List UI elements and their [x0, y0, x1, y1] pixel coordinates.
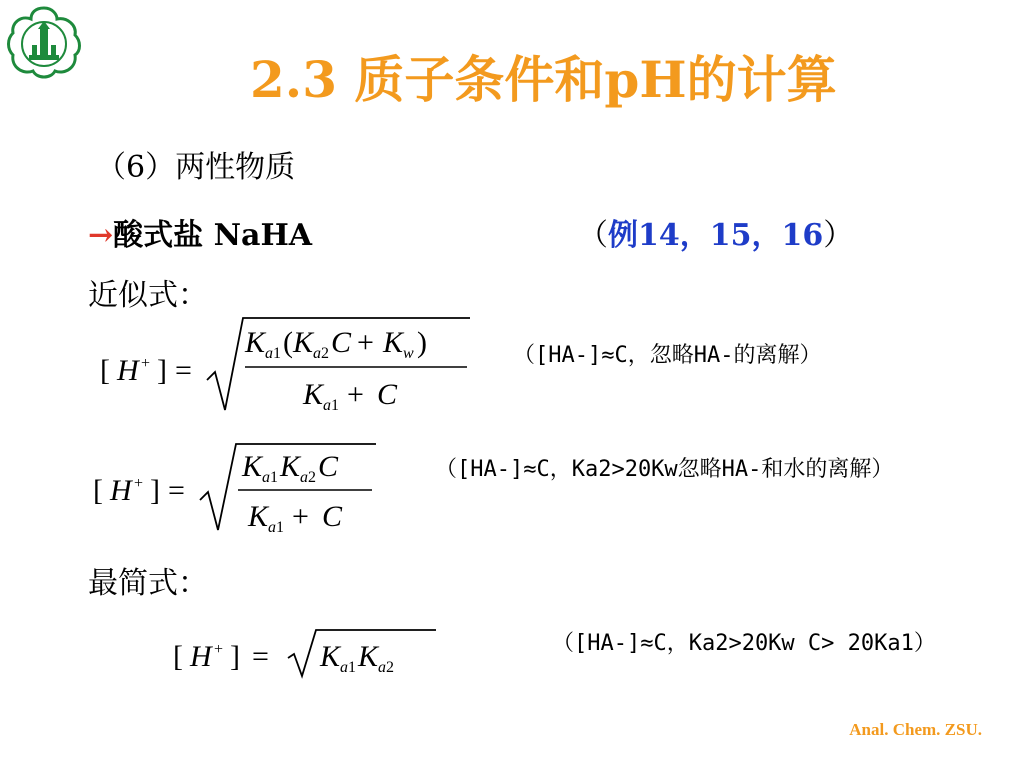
svg-text:2: 2	[321, 345, 329, 362]
svg-text:1: 1	[276, 519, 284, 536]
svg-text:a: a	[340, 659, 348, 676]
arrow-icon: →	[88, 218, 114, 253]
svg-text:): )	[417, 326, 427, 359]
svg-text:C: C	[318, 450, 339, 483]
formula-1	[95, 312, 485, 412]
svg-text:K: K	[280, 450, 301, 483]
note-1: （[HA-]≈C，忽略HA-的离解）	[513, 343, 822, 368]
svg-text:K: K	[358, 640, 379, 673]
svg-text:K: K	[320, 640, 341, 673]
svg-text:K: K	[242, 450, 263, 483]
svg-text:]: ]	[150, 474, 160, 507]
svg-text:[: [	[173, 640, 183, 673]
item-label: 酸式盐 NaHA	[113, 218, 313, 253]
svg-text:+: +	[214, 641, 224, 658]
svg-text:1: 1	[331, 397, 339, 412]
example-open-paren: （	[578, 218, 608, 253]
svg-text:a: a	[265, 345, 273, 362]
approx-label: 近似式：	[88, 278, 208, 313]
svg-text:1: 1	[270, 469, 278, 486]
example-close-paren: ）	[823, 218, 854, 253]
svg-text:2: 2	[386, 659, 394, 676]
svg-text:w: w	[403, 345, 414, 362]
note-2: （[HA-]≈C，Ka2>20Kw忽略HA-和水的离解）	[435, 457, 894, 482]
svg-text:a: a	[313, 345, 321, 362]
svg-text:a: a	[262, 469, 270, 486]
svg-text:=: =	[168, 474, 185, 507]
svg-text:K: K	[303, 378, 324, 411]
svg-text:]: ]	[230, 640, 240, 673]
svg-text:K: K	[245, 326, 266, 359]
svg-text:1: 1	[273, 345, 281, 362]
formula-2	[88, 438, 388, 538]
svg-text:2: 2	[308, 469, 316, 486]
svg-text:a: a	[378, 659, 386, 676]
formula-3	[168, 622, 448, 682]
svg-text:=: =	[252, 640, 269, 673]
svg-text:]: ]	[157, 354, 167, 387]
svg-text:=: =	[175, 354, 192, 387]
svg-text:[: [	[100, 354, 110, 387]
example-reference	[578, 210, 853, 254]
university-logo	[5, 5, 83, 83]
svg-text:1: 1	[348, 659, 356, 676]
svg-text:[: [	[93, 474, 103, 507]
svg-text:H: H	[190, 640, 212, 673]
svg-text:C: C	[322, 500, 343, 533]
item-line	[88, 210, 312, 254]
svg-text:K: K	[383, 326, 404, 359]
svg-text:+: +	[347, 378, 364, 411]
svg-text:K: K	[293, 326, 314, 359]
svg-text:a: a	[268, 519, 276, 536]
section-heading: （6）两性物质	[96, 150, 296, 185]
slide-title: 2.3 质子条件和pH的计算	[250, 50, 837, 109]
svg-text:K: K	[248, 500, 269, 533]
svg-text:C: C	[331, 326, 352, 359]
svg-text:(: (	[283, 326, 293, 359]
svg-text:+: +	[357, 326, 374, 359]
svg-text:+: +	[134, 475, 144, 492]
svg-text:+: +	[292, 500, 309, 533]
note-3: （[HA-]≈C，Ka2>20Kw C> 20Ka1）	[552, 631, 936, 656]
svg-text:H: H	[117, 354, 139, 387]
svg-text:C: C	[377, 378, 398, 411]
svg-text:a: a	[323, 397, 331, 412]
svg-text:H: H	[110, 474, 132, 507]
example-text: 例14，15，16	[608, 218, 824, 253]
svg-text:+: +	[141, 355, 151, 372]
simplest-label: 最简式：	[88, 566, 208, 601]
footer-credit: Anal. Chem. ZSU.	[849, 720, 982, 739]
university-emblem-icon	[5, 5, 83, 83]
svg-text:a: a	[300, 469, 308, 486]
